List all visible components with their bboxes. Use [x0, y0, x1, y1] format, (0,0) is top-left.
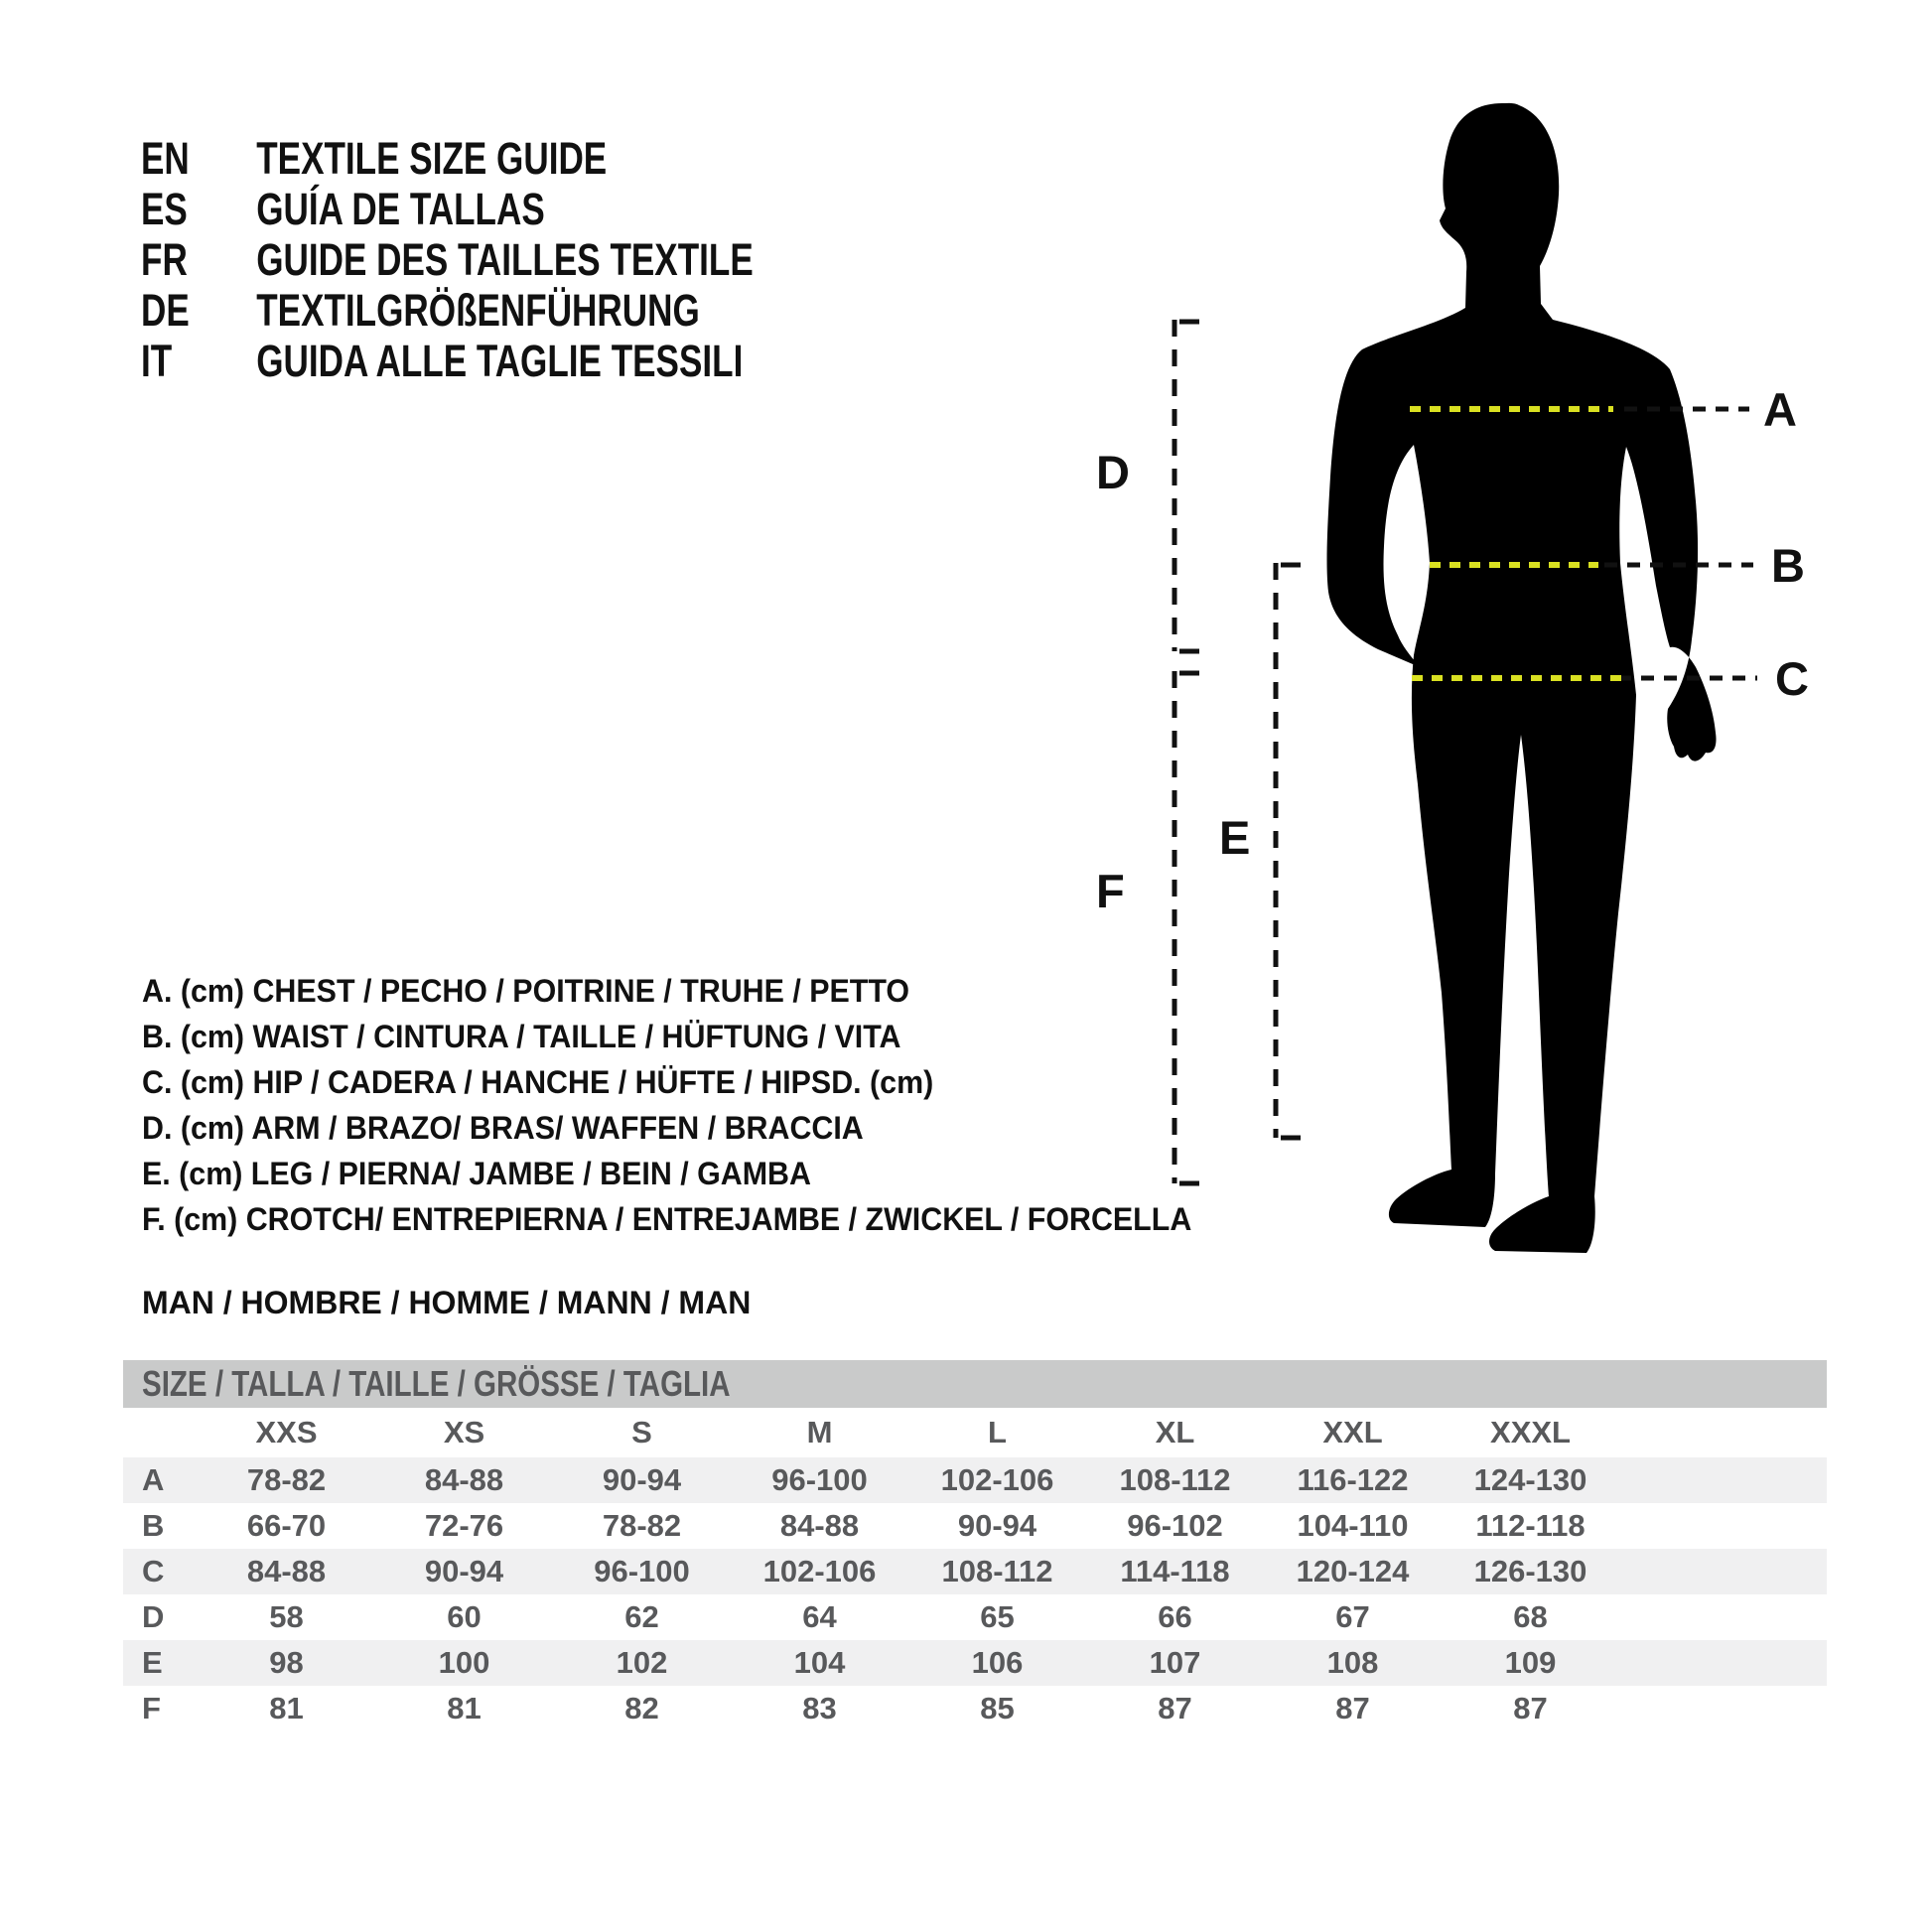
cell-d-l: 65 — [980, 1599, 1015, 1634]
cell-a-m: 96-100 — [771, 1462, 868, 1497]
cell-a-s: 90-94 — [602, 1462, 682, 1497]
cell-e-l: 106 — [971, 1645, 1024, 1680]
cell-d-xxs: 58 — [269, 1599, 304, 1634]
size-table-header-bar — [123, 1360, 1827, 1408]
marker-label-c: C — [1775, 652, 1809, 705]
cell-d-s: 62 — [624, 1599, 659, 1634]
lang-title: GUIDE DES TAILLES TEXTILE — [256, 234, 754, 285]
cell-a-xl: 108-112 — [1119, 1462, 1231, 1497]
marker-label-f: F — [1096, 865, 1125, 917]
cell-f-xxl: 87 — [1335, 1691, 1370, 1725]
cell-f-l: 85 — [980, 1691, 1015, 1725]
col-header-m: M — [806, 1415, 833, 1449]
legend-line-b: B. (cm) WAIST / CINTURA / TAILLE / HÜFTUNG / VITA — [142, 1019, 901, 1054]
lang-code: FR — [141, 234, 188, 285]
cell-c-xxxl: 126-130 — [1473, 1554, 1587, 1588]
cell-d-xl: 66 — [1158, 1599, 1192, 1634]
cell-d-xxxl: 68 — [1513, 1599, 1548, 1634]
cell-d-xs: 60 — [447, 1599, 482, 1634]
row-label: E — [142, 1645, 163, 1680]
cell-c-s: 96-100 — [594, 1554, 690, 1588]
cell-f-xxs: 81 — [269, 1691, 304, 1725]
table-row-c — [123, 1549, 1827, 1594]
cell-f-s: 82 — [624, 1691, 659, 1725]
lang-title: TEXTILE SIZE GUIDE — [256, 133, 608, 184]
cell-e-m: 104 — [793, 1645, 846, 1680]
size-table — [123, 1360, 1827, 1731]
cell-f-m: 83 — [802, 1691, 837, 1725]
cell-a-xxs: 78-82 — [246, 1462, 327, 1497]
cell-e-xs: 100 — [438, 1645, 490, 1680]
lang-title: GUIDA ALLE TAGLIE TESSILI — [256, 336, 744, 386]
col-header-xxl: XXL — [1322, 1415, 1383, 1449]
lang-code: IT — [141, 336, 173, 386]
size-column-header-row — [123, 1408, 1827, 1457]
row-label: D — [142, 1599, 165, 1634]
cell-e-s: 102 — [616, 1645, 668, 1680]
lang-code: EN — [141, 133, 190, 184]
row-label: A — [142, 1462, 165, 1497]
cell-e-xl: 107 — [1149, 1645, 1201, 1680]
cell-c-l: 108-112 — [941, 1554, 1053, 1588]
marker-label-b: B — [1771, 539, 1805, 592]
lang-code: DE — [141, 285, 190, 336]
col-header-xs: XS — [443, 1415, 485, 1449]
cell-e-xxxl: 109 — [1504, 1645, 1557, 1680]
table-row-e — [123, 1640, 1827, 1686]
cell-a-xxl: 116-122 — [1297, 1462, 1409, 1497]
row-label: F — [142, 1691, 161, 1725]
legend-line-f: F. (cm) CROTCH/ ENTREPIERNA / ENTREJAMBE / ZWICKEL / FORCELLA — [142, 1201, 1192, 1237]
legend-line-a: A. (cm) CHEST / PECHO / POITRINE / TRUHE / PETTO — [142, 973, 910, 1009]
legend-line-e: E. (cm) LEG / PIERNA/ JAMBE / BEIN / GAMBA — [142, 1156, 811, 1191]
cell-f-xl: 87 — [1158, 1691, 1192, 1725]
cell-b-xxs: 66-70 — [246, 1508, 327, 1543]
cell-c-xxl: 120-124 — [1296, 1554, 1410, 1588]
cell-a-xxxl: 124-130 — [1473, 1462, 1587, 1497]
table-row-d — [123, 1594, 1827, 1640]
cell-b-xxl: 104-110 — [1297, 1508, 1409, 1543]
col-header-s: S — [631, 1415, 652, 1449]
gender-label: MAN / HOMBRE / HOMME / MANN / MAN — [142, 1285, 752, 1320]
cell-d-xxl: 67 — [1335, 1599, 1370, 1634]
cell-b-s: 78-82 — [602, 1508, 682, 1543]
cell-b-l: 90-94 — [957, 1508, 1037, 1543]
legend-line-d: D. (cm) ARM / BRAZO/ BRAS/ WAFFEN / BRACCIA — [142, 1110, 864, 1146]
cell-a-l: 102-106 — [940, 1462, 1054, 1497]
cell-b-xxxl: 112-118 — [1475, 1508, 1586, 1543]
cell-b-m: 84-88 — [779, 1508, 860, 1543]
cell-b-xl: 96-102 — [1127, 1508, 1223, 1543]
cell-d-m: 64 — [802, 1599, 837, 1634]
cell-b-xs: 72-76 — [424, 1508, 504, 1543]
table-row-b — [123, 1503, 1827, 1549]
cell-c-xl: 114-118 — [1120, 1554, 1230, 1588]
cell-f-xs: 81 — [447, 1691, 482, 1725]
marker-label-d: D — [1096, 446, 1130, 498]
legend-line-c: C. (cm) HIP / CADERA / HANCHE / HÜFTE / HIPSD. (cm) — [142, 1064, 934, 1100]
cell-e-xxl: 108 — [1326, 1645, 1379, 1680]
cell-c-xs: 90-94 — [424, 1554, 504, 1588]
cell-f-xxxl: 87 — [1513, 1691, 1548, 1725]
row-label: B — [142, 1508, 165, 1543]
marker-label-e: E — [1219, 811, 1251, 864]
col-header-xl: XL — [1155, 1415, 1195, 1449]
lang-title: GUÍA DE TALLAS — [256, 184, 545, 234]
cell-e-xxs: 98 — [269, 1645, 304, 1680]
cell-c-xxs: 84-88 — [246, 1554, 327, 1588]
lang-title: TEXTILGRÖßENFÜHRUNG — [256, 285, 700, 336]
lang-code: ES — [141, 184, 188, 234]
col-header-l: L — [988, 1415, 1007, 1449]
cell-a-xs: 84-88 — [424, 1462, 504, 1497]
size-table-header-text: SIZE / TALLA / TAILLE / GRÖSSE / TAGLIA — [142, 1363, 731, 1404]
table-row-a — [123, 1457, 1827, 1503]
cell-c-m: 102-106 — [762, 1554, 877, 1588]
col-header-xxs: XXS — [255, 1415, 318, 1449]
marker-label-a: A — [1763, 383, 1797, 436]
col-header-xxxl: XXXL — [1490, 1415, 1571, 1449]
row-label: C — [142, 1554, 165, 1588]
table-row-f — [123, 1686, 1827, 1731]
